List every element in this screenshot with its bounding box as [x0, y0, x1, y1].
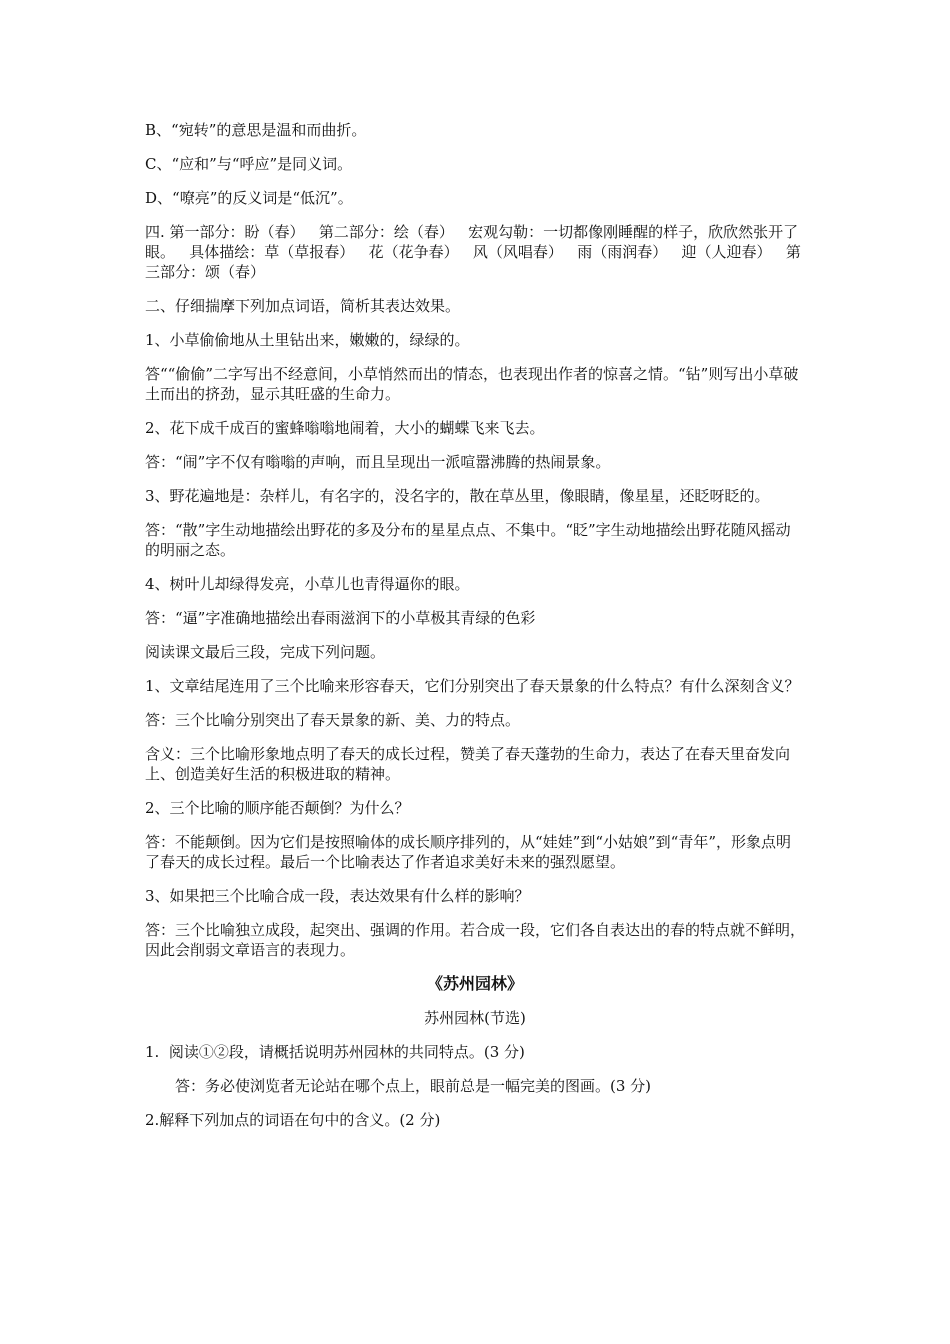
section-heading-two: 二、仔细揣摩下列加点词语，简析其表达效果。: [145, 297, 461, 315]
answer-4: 答：“逼”字准确地描绘出春雨滋润下的小草极其青绿的色彩: [145, 609, 536, 627]
answer-3: 答：“散”字生动地描绘出野花的多及分布的星星点点、不集中。“眨”字生动地描绘出野花随风摇动的明丽之态。: [145, 521, 791, 559]
reading-question-2: 2、三个比喻的顺序能否颠倒？为什么？: [145, 799, 410, 817]
reading-answer-3: 答：三个比喻独立成段，起突出、强调的作用。若合成一段，它们各自表达出的春的特点就不鲜明，因此会削弱文章语言的表现力。: [145, 921, 806, 959]
answer-1: 答““偷偷”二字写出不经意间，小草悄然而出的情态，也表现出作者的惊喜之情。“钻”则写出小草破土而出的挤劲，显示其旺盛的生命力。: [145, 365, 799, 403]
answer-2: 答：“闹”字不仅有嗡嗡的声响，而且呈现出一派喧嚣沸腾的热闹景象。: [145, 453, 611, 471]
question-4: 4、树叶儿却绿得发亮，小草儿也青得逼你的眼。: [145, 575, 470, 593]
reading-instruction: 阅读课文最后三段，完成下列问题。: [145, 643, 386, 661]
document-page: [145, 120, 805, 1144]
reading-answer-2: 答：不能颠倒。因为它们是按照喻体的成长顺序排列的，从“娃娃”到“小姑娘”到“青年”，形象点明了春天的成长过程。最后一个比喻表达了作者追求美好未来的强烈愿望。: [145, 833, 792, 871]
reading-meaning-1: 含义：三个比喻形象地点明了春天的成长过程，赞美了春天蓬勃的生命力，表达了在春天里奋发向上、创造美好生活的积极进取的精神。: [145, 745, 791, 783]
suzhou-question-1: 1. 阅读①②段，请概括说明苏州园林的共同特点。(3 分): [145, 1043, 525, 1061]
section-title: 《苏州园林》: [426, 974, 523, 993]
reading-answer-1: 答：三个比喻分别突出了春天景象的新、美、力的特点。: [145, 711, 521, 729]
question-3: 3、野花遍地是：杂样儿，有名字的，没名字的，散在草丛里，像眼睛，像星星，还眨呀眨的。: [145, 487, 770, 505]
question-1: 1、小草偷偷地从土里钻出来，嫩嫩的，绿绿的。: [145, 331, 470, 349]
suzhou-question-2: 2.解释下列加点的词语在句中的含义。(2 分): [145, 1111, 441, 1129]
question-2: 2、花下成千成百的蜜蜂嗡嗡地闹着，大小的蝴蝶飞来飞去。: [145, 419, 545, 437]
option-b: B、“宛转”的意思是温和而曲折。: [145, 121, 367, 139]
reading-question-3: 3、如果把三个比喻合成一段，表达效果有什么样的影响？: [145, 887, 530, 905]
structure-summary: 四. 第一部分：盼（春） 第二部分：绘（春） 宏观勾勒：一切都像刚睡醒的样子，欣欣然张开了眼。 具体描绘：草（草报春） 花（花争春） 风（风唱春） 雨（雨润春） 迎（人迎春） 第三部分：颂（春）: [145, 223, 801, 281]
suzhou-answer-1: 答：务必使浏览者无论站在哪个点上，眼前总是一幅完美的图画。(3 分): [175, 1077, 652, 1095]
option-d: D、“嘹亮”的反义词是“低沉”。: [145, 189, 353, 207]
section-subtitle: 苏州园林(节选): [424, 1009, 526, 1027]
option-c: C、“应和”与“呼应”是同义词。: [145, 155, 353, 173]
reading-question-1: 1、文章结尾连用了三个比喻来形容春天，它们分别突出了春天景象的什么特点？有什么深刻含义？: [145, 677, 800, 695]
